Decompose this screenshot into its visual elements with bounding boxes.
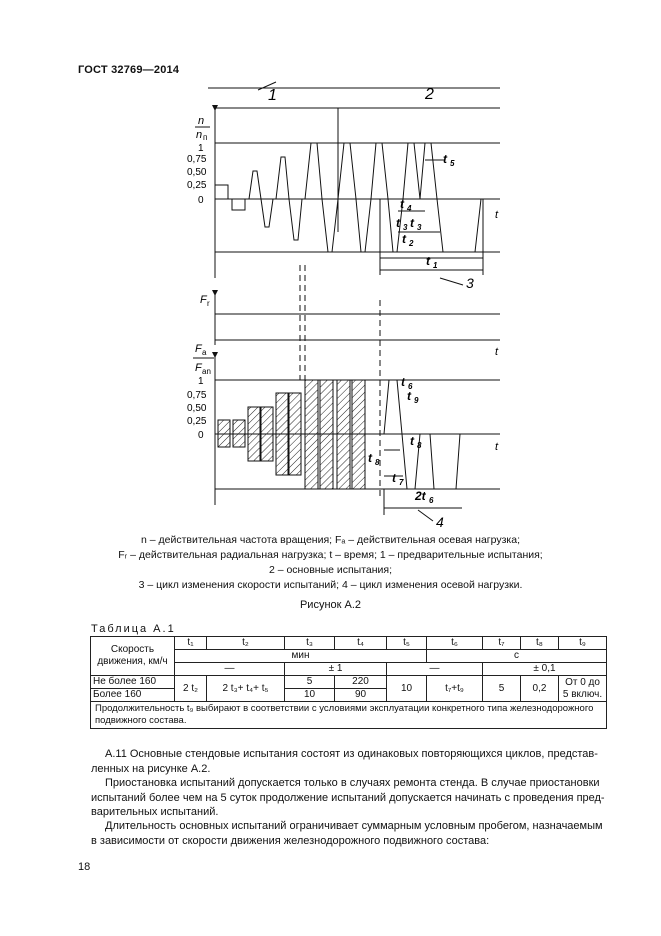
caption-line: n – действительная частота вращения; Fₐ – действительная осевая нагрузка;	[141, 534, 520, 546]
unit-s: с	[427, 650, 607, 663]
svg-text:3: 3	[417, 223, 422, 232]
svg-text:6: 6	[429, 496, 434, 505]
svg-text:9: 9	[414, 396, 419, 405]
table-row: Более 160 10 90	[91, 689, 607, 702]
column-header: t₂	[207, 637, 285, 650]
callout-2: 2	[425, 86, 434, 103]
svg-text:a: a	[202, 348, 207, 357]
column-header: t₈	[521, 637, 559, 650]
svg-text:4: 4	[407, 204, 412, 213]
y-label-num: n	[198, 115, 205, 127]
caption-line: 2 – основные испытания;	[268, 564, 393, 576]
table-caption: Таблица А.1	[91, 623, 176, 635]
svg-text:6: 6	[408, 382, 413, 391]
svg-text:0,25: 0,25	[187, 180, 207, 191]
svg-text:F: F	[195, 343, 202, 355]
table-note: Продолжительность t₉ выбирают в соответствии с условиями эксплуатации конкретного типа железнодорожного подвижного состава.	[91, 702, 607, 729]
svg-text:F: F	[195, 362, 202, 374]
speed-ticks	[187, 143, 207, 206]
svg-text:0: 0	[198, 195, 204, 206]
document-header: ГОСТ 32769—2014	[78, 64, 180, 76]
speed-trace	[215, 143, 500, 252]
unit-min: мин	[175, 650, 427, 663]
callout-4: 4	[436, 514, 444, 530]
page-number: 18	[78, 861, 91, 873]
column-header: t₇	[483, 637, 521, 650]
paragraph-a11: А.11 Основные стендовые испытания состоят из одинаковых повторяющихся циклов, представ- ленных на рисунке А.2.	[91, 748, 598, 775]
t-axis-label: t	[495, 209, 499, 221]
column-header: t₆	[427, 637, 483, 650]
svg-text:8: 8	[375, 458, 380, 467]
paragraph-duration: Длительность основных испытаний ограничивает суммарным условным пробегом, назначаемым в зависимости от скорости движения железнодорожного подвижного состава:	[91, 820, 603, 847]
svg-text:5: 5	[450, 159, 455, 168]
svg-text:0,75: 0,75	[187, 390, 207, 401]
svg-text:t: t	[402, 232, 406, 246]
svg-text:0,75: 0,75	[187, 154, 207, 165]
paragraph-suspension: Приостановка испытаний допускается только в случаях ремонта стенда. В случае приостановки испытаний более чем на 5 суток продолжение испытаний допускается начинать с проведения пред- варительных испытаний.	[91, 777, 605, 818]
fr-label: F	[200, 294, 207, 306]
svg-text:t: t	[401, 375, 405, 389]
svg-text:0,50: 0,50	[187, 167, 207, 178]
svg-text:2: 2	[409, 239, 414, 248]
column-header: t₉	[559, 637, 607, 650]
column-header: t₄	[335, 637, 387, 650]
svg-text:0: 0	[198, 430, 204, 441]
svg-text:t: t	[392, 471, 396, 485]
svg-text:0,25: 0,25	[187, 416, 207, 427]
svg-text:t: t	[495, 346, 499, 358]
column-header: t₃	[285, 637, 335, 650]
svg-text:1: 1	[198, 143, 204, 154]
svg-text:t: t	[407, 389, 411, 403]
column-header: t₁	[175, 637, 207, 650]
speed-header: Скорость движения, км/ч	[91, 637, 175, 676]
svg-text:an: an	[202, 367, 211, 376]
svg-text:r: r	[207, 299, 210, 308]
svg-text:3: 3	[403, 223, 408, 232]
svg-text:п: п	[203, 133, 208, 142]
figure-title: Рисунок А.2	[299, 599, 362, 611]
svg-text:1: 1	[433, 261, 438, 270]
svg-text:t: t	[368, 451, 372, 465]
svg-text:2t: 2t	[415, 489, 426, 503]
svg-text:t: t	[400, 197, 404, 211]
table-row: Не более 160 2 t₂ 2 t₃+ t₄+ t₅ 5 220 10 t₇+t₉ 5 0,2 От 0 до 5 включ.	[91, 676, 607, 689]
svg-text:t: t	[443, 152, 447, 166]
svg-text:t: t	[410, 216, 414, 230]
svg-text:7: 7	[399, 478, 404, 487]
speed-plot	[208, 88, 500, 278]
y-label-den: n	[196, 129, 203, 141]
svg-text:t: t	[396, 216, 400, 230]
table-a1: Скорость движения, км/ч t₁ t₂ t₃ t₄ t₅ t₆ t₇ t₈ t₉ мин с — ± 1 — ± 0,1 Не более 160 2 t₂ 2 t₃+ t₄+ t₅ 5 220 10 t₇+t₉ 5 0,2 От 0 до 5 включ. Более 160 10 90 Продолжительность t₉ выбирают в соответствии с условиями эксплуатации конкретного типа железнодорожного подвижного состава.	[90, 636, 607, 729]
caption-line: Fᵣ – действительная радиальная нагрузка; t – время; 1 – предварительные испытания;	[118, 549, 543, 561]
radial-load-plot	[215, 295, 500, 345]
load-blocks	[218, 380, 460, 489]
svg-text:0,50: 0,50	[187, 403, 207, 414]
svg-text:1: 1	[198, 376, 204, 387]
svg-text:t: t	[426, 254, 430, 268]
svg-text:t: t	[495, 441, 499, 453]
callout-1: 1	[268, 87, 277, 104]
callout-3: 3	[466, 275, 474, 291]
svg-text:8: 8	[417, 441, 422, 450]
svg-text:t: t	[410, 434, 414, 448]
caption-line: 3 – цикл изменения скорости испытаний; 4 – цикл изменения осевой нагрузки.	[138, 579, 523, 591]
column-header: t₅	[387, 637, 427, 650]
